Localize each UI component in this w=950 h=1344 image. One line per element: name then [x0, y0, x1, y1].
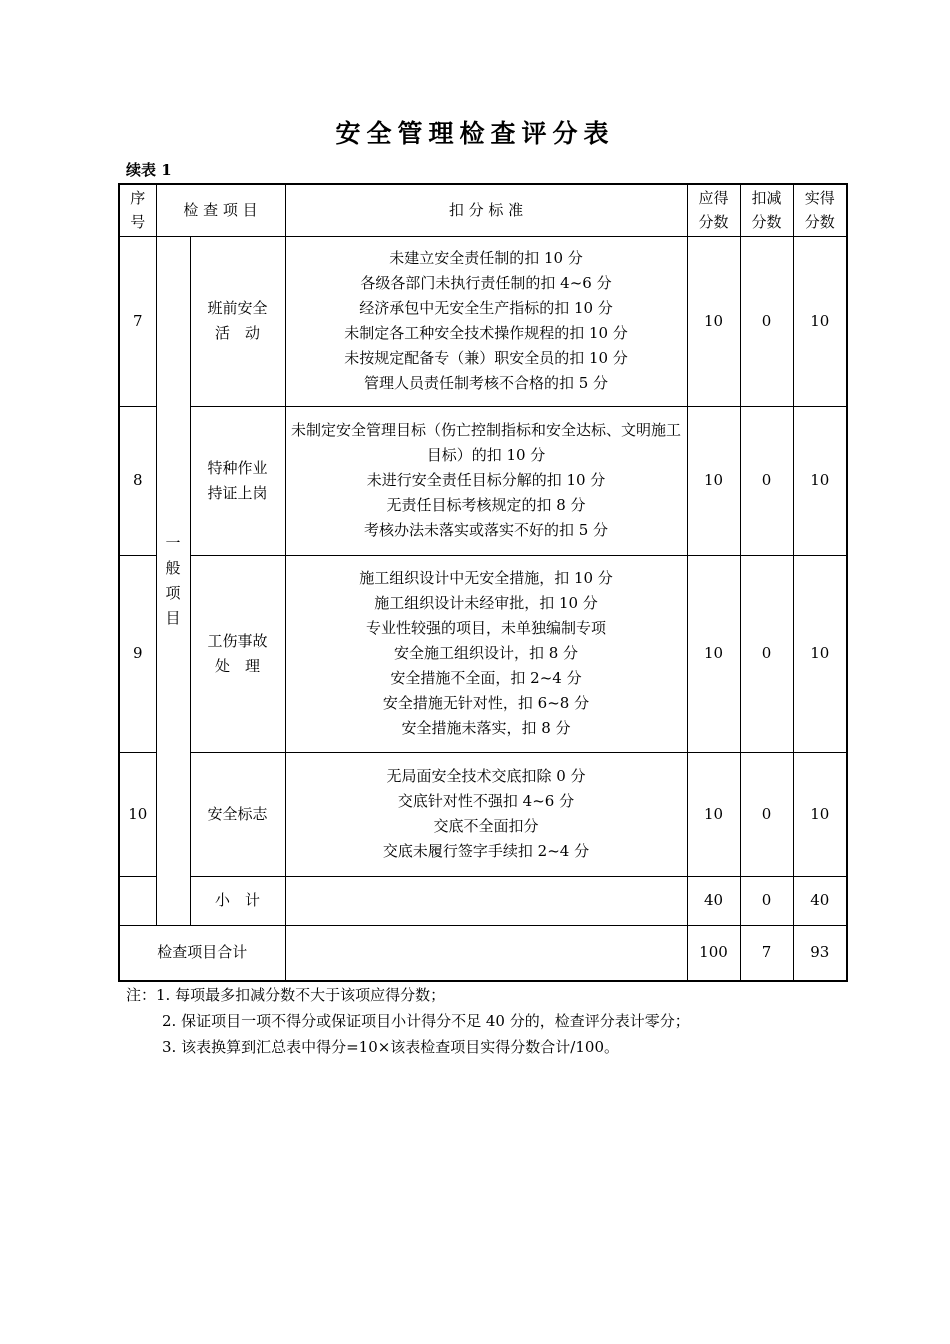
table-notes — [126, 982, 690, 1060]
row-criteria: 施工组织设计中无安全措施，扣 10 分 施工组织设计未经审批，扣 10 分 专业性较强的项目，未单独编制专项 安全施工组织设计，扣 8 分 安全措施不全面，扣 2~4 分 安全措施无针对性，扣 6~8 分 安全措施未落实，扣 8 分 — [285, 555, 687, 752]
row-should: 10 — [687, 406, 740, 555]
table-row — [119, 236, 847, 406]
note-2: 2. 保证项目一项不得分或保证项目小计得分不足 40 分的，检查评分表计零分； — [162, 1012, 690, 1030]
row-seq: 8 — [119, 406, 156, 555]
table-subtitle: 续表 1 — [126, 161, 172, 179]
subtotal-row — [119, 876, 847, 925]
row-deduct: 0 — [740, 752, 793, 876]
row-should: 10 — [687, 555, 740, 752]
row-seq: 9 — [119, 555, 156, 752]
row-should: 10 — [687, 236, 740, 406]
header-item: 检 查 项 目 — [156, 184, 285, 236]
row-deduct: 0 — [740, 555, 793, 752]
subtotal-seq — [119, 876, 156, 925]
total-deduct: 7 — [740, 925, 793, 981]
note-1: 注：1. 每项最多扣减分数不大于该项应得分数； — [126, 986, 446, 1004]
row-actual: 10 — [793, 406, 847, 555]
category-cell: 一般项目 — [156, 236, 190, 925]
total-label: 检查项目合计 — [119, 925, 285, 981]
subtotal-should: 40 — [687, 876, 740, 925]
row-criteria: 未制定安全管理目标（伤亡控制指标和安全达标、文明施工目标）的扣 10 分 未进行安全责任目标分解的扣 10 分 无责任目标考核规定的扣 8 分 考核办法未落实或落实不好的扣 5 分 — [285, 406, 687, 555]
score-table — [118, 183, 848, 982]
row-should: 10 — [687, 752, 740, 876]
header-row — [119, 184, 847, 236]
row-item: 工伤事故处 理 — [190, 555, 285, 752]
subtotal-actual: 40 — [793, 876, 847, 925]
subtotal-label: 小 计 — [190, 876, 285, 925]
subtotal-deduct: 0 — [740, 876, 793, 925]
header-deduct: 扣减分数 — [740, 184, 793, 236]
total-row — [119, 925, 847, 981]
total-actual: 93 — [793, 925, 847, 981]
row-actual: 10 — [793, 752, 847, 876]
table-row — [119, 406, 847, 555]
table-row — [119, 752, 847, 876]
header-should: 应得分数 — [687, 184, 740, 236]
row-seq: 10 — [119, 752, 156, 876]
row-actual: 10 — [793, 555, 847, 752]
note-3: 3. 该表换算到汇总表中得分=10×该表检查项目实得分数合计/100。 — [162, 1038, 619, 1056]
row-deduct: 0 — [740, 406, 793, 555]
row-item: 班前安全活 动 — [190, 236, 285, 406]
row-seq: 7 — [119, 236, 156, 406]
row-deduct: 0 — [740, 236, 793, 406]
row-criteria: 无局面安全技术交底扣除 0 分 交底针对性不强扣 4~6 分 交底不全面扣分 交底未履行签字手续扣 2~4 分 — [285, 752, 687, 876]
row-item: 特种作业持证上岗 — [190, 406, 285, 555]
total-criteria — [285, 925, 687, 981]
total-should: 100 — [687, 925, 740, 981]
subtotal-criteria — [285, 876, 687, 925]
header-actual: 实得分数 — [793, 184, 847, 236]
row-item: 安全标志 — [190, 752, 285, 876]
row-actual: 10 — [793, 236, 847, 406]
table-row — [119, 555, 847, 752]
page-title: 安全管理检查评分表 — [335, 119, 615, 148]
row-criteria: 未建立安全责任制的扣 10 分 各级各部门未执行责任制的扣 4~6 分 经济承包中无安全生产指标的扣 10 分 未制定各工种安全技术操作规程的扣 10 分 未按规定配备专（兼）职安全员的扣 10 分 管理人员责任制考核不合格的扣 5 分 — [285, 236, 687, 406]
header-seq: 序号 — [119, 184, 156, 236]
header-criteria: 扣 分 标 准 — [285, 184, 687, 236]
